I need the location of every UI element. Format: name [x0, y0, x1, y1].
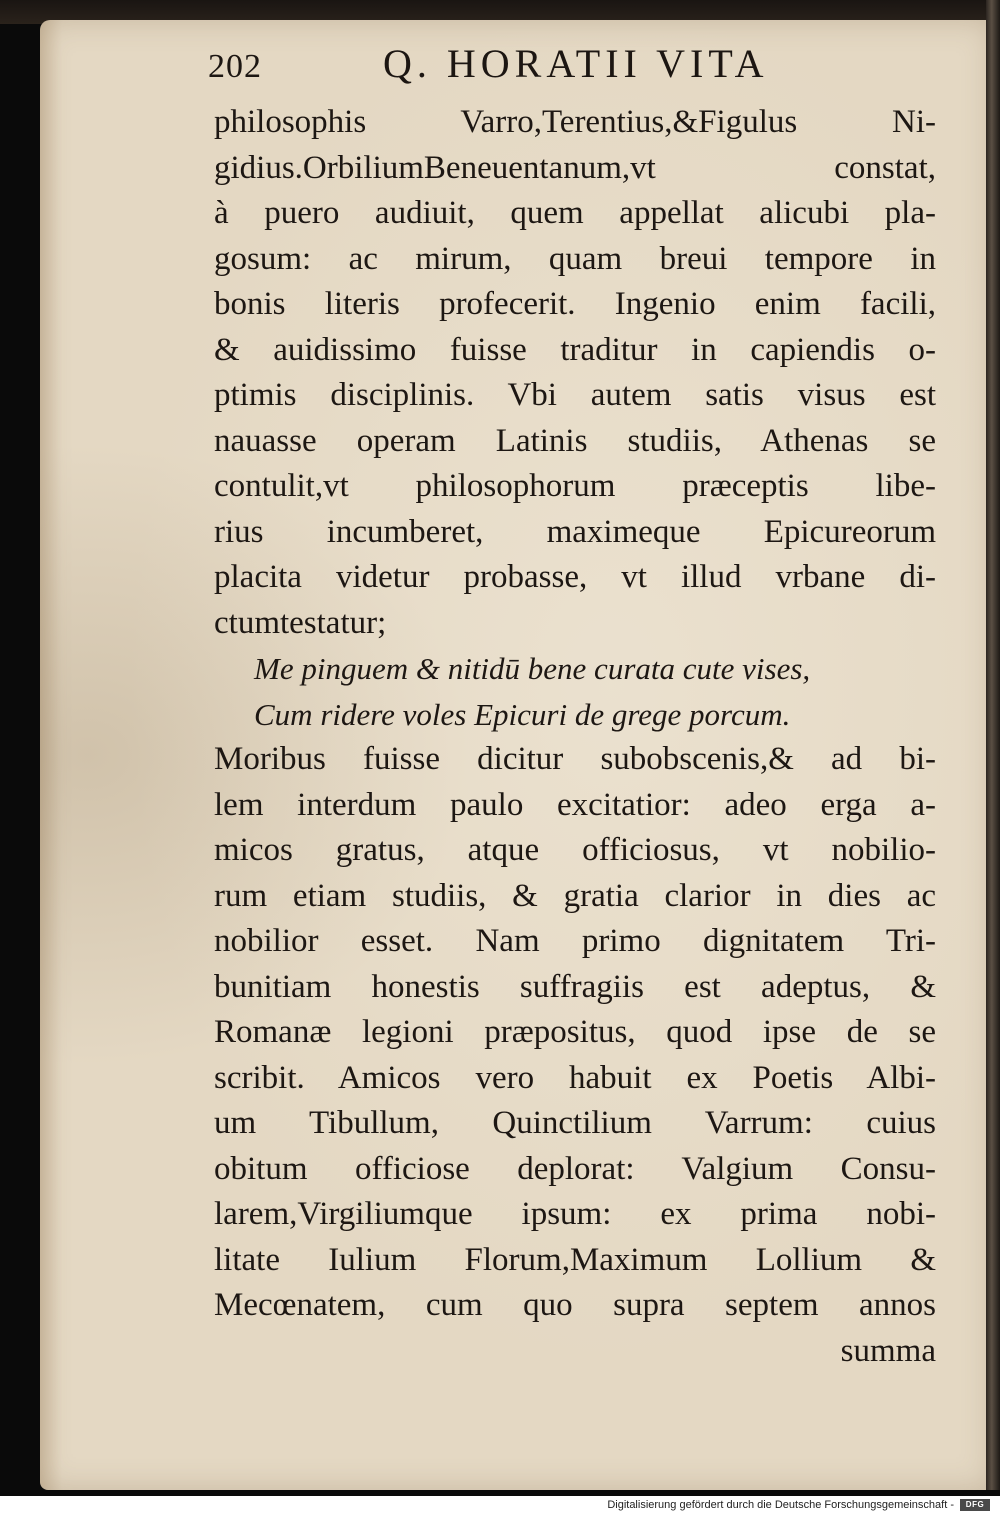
catchword: summa [840, 1332, 936, 1369]
text-line: litate Iulium Florum,Maximum Lollium & [214, 1241, 936, 1278]
text-line: larem,Virgiliumque ipsum: ex prima nobi- [214, 1196, 936, 1232]
page-header [208, 40, 828, 90]
dfg-logo-icon: DFG [960, 1499, 990, 1511]
text-line: micos gratus, atque officiosus, vt nobilio- [214, 832, 936, 868]
text-line: gidius.OrbiliumBeneuentanum,vt constat, [214, 149, 936, 186]
text-line: lem interdum paulo excitatior: adeo erga a- [214, 786, 936, 823]
verse-line: Cum ridere voles Epicuri de grege porcum. [254, 696, 791, 732]
text-line: Moribus fuisse dicitur subobscenis,& ad bi- [214, 741, 936, 777]
text-line: à puero audiuit, quem appellat alicubi pla- [214, 195, 936, 231]
text-line: Romanæ legioni præpositus, quod ipse de se [214, 1014, 936, 1050]
digitization-footer [0, 1496, 1000, 1515]
text-line: nobilior esset. Nam primo dignitatem Tri- [214, 923, 936, 959]
text-line: ptimis disciplinis. Vbi autem satis visus est [214, 377, 936, 413]
text-line: bonis literis profecerit. Ingenio enim facili, [214, 286, 936, 322]
text-line: placita videtur probasse, vt illud vrbane di- [214, 559, 936, 595]
body-text [214, 100, 936, 1374]
text-line: & auidissimo fuisse traditur in capiendis o- [214, 331, 936, 368]
page-number: 202 [208, 48, 262, 85]
running-title: Q. HORATII VITA [383, 41, 769, 86]
text-line: rum etiam studiis, & gratia clarior in dies ac [214, 877, 936, 914]
funding-credit: Digitalisierung gefördert durch die Deutsche Forschungsgemeinschaft - [607, 1499, 954, 1511]
text-line: gosum: ac mirum, quam breui tempore in [214, 240, 936, 277]
verse-line: Me pinguem & nitidū bene curata cute vises, [254, 651, 811, 686]
text-line: Mecœnatem, cum quo supra septem annos [214, 1287, 936, 1323]
text-line: nauasse operam Latinis studiis, Athenas se [214, 422, 936, 459]
book-fore-edge [986, 0, 1000, 1490]
text-line: obitum officiose deplorat: Valgium Consu- [214, 1150, 936, 1187]
text-line: bunitiam honestis suffragiis est adeptus, & [214, 968, 936, 1005]
text-line: um Tibullum, Quinctilium Varrum: cuius [214, 1105, 936, 1141]
text-line: scribit. Amicos vero habuit ex Poetis Albi- [214, 1059, 936, 1096]
text-line: ctumtestatur; [214, 604, 387, 641]
text-line: rius incumberet, maximeque Epicureorum [214, 513, 936, 550]
text-line: philosophis Varro,Terentius,&Figulus Ni- [214, 104, 936, 140]
text-line: contulit,vt philosophorum præceptis libe- [214, 468, 936, 504]
